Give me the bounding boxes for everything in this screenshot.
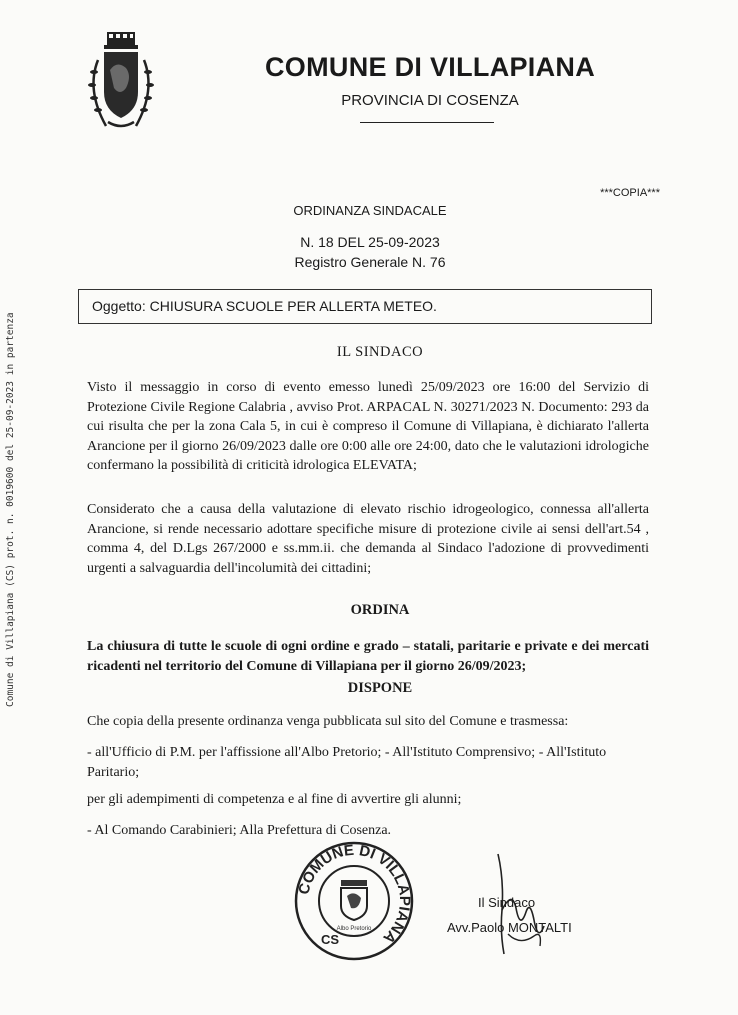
title-divider [360, 122, 494, 123]
dispone-authorities-line: - Al Comando Carabinieri; Alla Prefettura di Cosenza. [87, 823, 392, 838]
protocol-side-stamp: Comune di Villapiana (CS) prot. n. 0019600 del 25-09-2023 in partenza [5, 312, 16, 708]
subject-text: Oggetto: CHIUSURA SCUOLE PER ALLERTA METEO. [92, 298, 437, 314]
svg-text:CS: CS [321, 932, 340, 947]
municipality-title: COMUNE DI VILLAPIANA [265, 52, 595, 82]
svg-text:COMUNE DI VILLAPIANA: COMUNE DI VILLAPIANA [295, 841, 414, 947]
visto-paragraph: Visto il messaggio in corso di evento emesso lunedì 25/09/2023 ore 16:00 del Servizio di Protezione Civile Regione Calabria , avviso Prot. ARPACAL N. 30271/2023 N. Documento: 293 da cui risulta che per la zona Cala 5, in cui è compreso il Comune di Villapiana, è dichiarato l'allerta Arancione per il giorno 26/09/2023 dalle ore 0:00 alle ore 24:00, dato che le valutazioni idrologiche confermano la possibilità di criticità idrologica ELEVATA; [87, 380, 649, 473]
signatory-name: Avv.Paolo MONTALTI [447, 920, 572, 935]
dispone-copy-line: Che copia della presente ordinanza venga pubblicata sul sito del Comune e trasmessa: [87, 714, 569, 729]
ordinance-label: ORDINANZA SINDACALE [293, 203, 447, 218]
signature-title: Il Sindaco [478, 895, 536, 910]
svg-text:Albo Pretorio: Albo Pretorio [336, 926, 372, 932]
dispone-recipients-line: - all'Ufficio di P.M. per l'affissione all'Albo Pretorio; - All'Istituto Comprensivo; - All'Istituto Paritario; [87, 745, 607, 780]
dispone-purpose-line: per gli adempimenti di competenza e al fine di avvertire gli alunni; [87, 792, 462, 807]
ordina-paragraph: La chiusura di tutte le scuole di ogni ordine e grado – statali, paritarie e private e dei mercati ricadenti nel territorio del Comune di Villapiana per il giorno 26/09/2023; [87, 639, 649, 674]
ordina-heading: ORDINA [350, 602, 410, 618]
considerato-paragraph: Considerato che a causa della valutazione di elevato rischio idrogeologico, connessa all'allerta Arancione, si rende necessario adottare specifiche misure di protezione civile ai sensi dell'art.54 , comma 4, del D.Lgs 267/2000 e ss.mm.ii. che demanda al Sindaco l'adozione di provvedimenti urgenti a salvaguardia dell'incolumità dei cittadini; [87, 502, 649, 576]
ordinance-number: N. 18 DEL 25-09-2023 [300, 234, 440, 250]
mayor-heading: IL SINDACO [336, 344, 424, 360]
municipal-crest-icon [82, 30, 158, 135]
municipal-seal-stamp [293, 840, 415, 962]
general-register: Registro Generale N. 76 [294, 254, 446, 270]
dispone-heading: DISPONE [347, 680, 413, 696]
copy-mark: ***COPIA*** [600, 187, 660, 199]
province-subtitle: PROVINCIA DI COSENZA [341, 92, 519, 109]
